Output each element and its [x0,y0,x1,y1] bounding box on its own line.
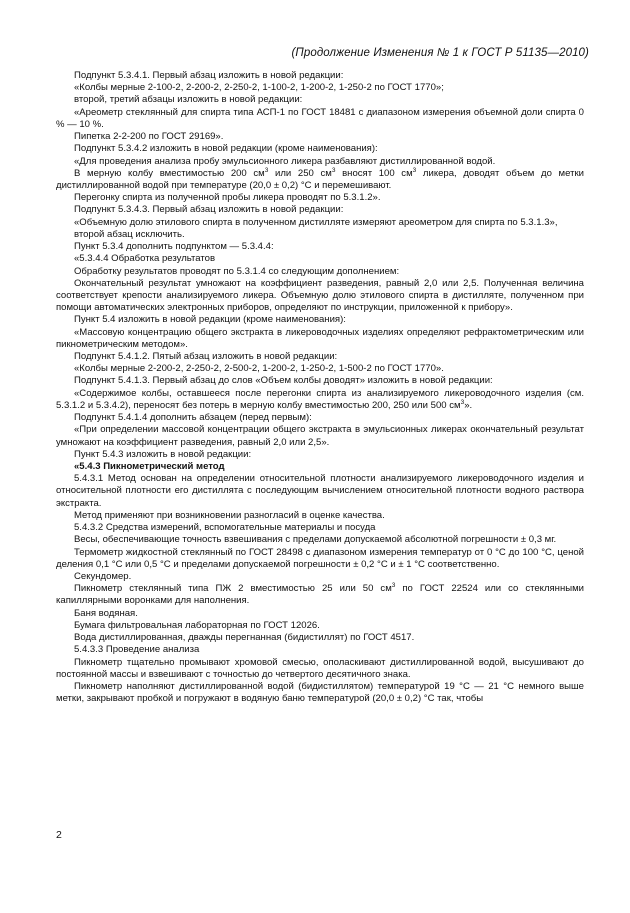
document-body [56,70,584,705]
paragraph: Вода дистиллированная, дважды перегнанная (бидистиллят) по ГОСТ 4517. [74,632,415,644]
paragraph: Секундомер. [74,570,132,582]
paragraph: Подпункт 5.3.4.2 изложить в новой редакции (кроме наименования): [74,143,378,155]
paragraph [56,388,584,412]
paragraph: Пикнометр тщательно промывают хромовой смесью, ополаскивают дистиллированной водой, высушивают до постоянной массы и взвешивают с точностью до четвертого десятичного знака. [56,656,584,680]
text-run: вносят 100 см [335,167,413,179]
paragraph: Термометр жидкостной стеклянный по ГОСТ 28498 с диапазоном измерения температур от 0 °С до 100 °С, ценой деления 0,1 °С или 0,5 °С и пределами допускаемой погрешности ± 0,2 °С и ± 1 °С соответственно. [56,546,584,570]
text-run: В мерную колбу вместимостью 200 см [74,167,265,179]
paragraph: «Объемную долю этилового спирта в полученном дистилляте измеряют ареометром для спирта по 5.3.1.3», [74,216,558,228]
text-run: «Содержимое колбы, оставшееся после перегонки спирта из анализируемого ликероводочного изделия (см. 5.3.1.2 и 5.3.4.2), переносят без потерь в мерную колбу вместимостью 200, 250 или 500 см [56,387,584,411]
text-run: или 250 см [268,167,332,179]
paragraph: второй, третий абзацы изложить в новой редакции: [74,94,303,106]
paragraph: Окончательный результат умножают на коэффициент разведения, равный 2,0 или 2,5. Полученная величина соответствует крепости анализируемого ликера. Объемную долю этилового спирта в дистилляте, полученном при помощи автоматических электронных приборов, определяют по инструкции, приложенной к прибору». [56,277,584,314]
paragraph: Подпункт 5.4.1.2. Пятый абзац изложить в новой редакции: [74,351,338,363]
superscript: 3 [391,582,396,590]
paragraph: Подпункт 5.3.4.1. Первый абзац изложить в новой редакции: [74,70,344,81]
paragraph: 5.4.3.1 Метод основан на определении относительной плотности анализируемого ликероводочного изделия и относительной плотности его дистиллята с последующим вычислением относительной плотности водного раствора экстракта. [56,473,584,509]
paragraph: «5.3.4.4 Обработка результатов [74,253,216,265]
paragraph: Метод применяют при возникновении разногласий в оценке качества. [74,509,385,521]
paragraph: Пункт 5.4.3 изложить в новой редакции: [74,448,252,460]
paragraph: «При определении массовой концентрации общего экстракта в эмульсионных ликерах окончательный результат умножают на коэффициент разведения, равный 2,0 или 2,5». [56,424,584,448]
page-number: 2 [56,829,62,841]
superscript: 3 [264,166,269,174]
paragraph: Пункт 5.4 изложить в новой редакции (кроме наименования): [74,314,346,326]
paragraph: Подпункт 5.4.1.3. Первый абзац до слов «Объем колбы доводят» изложить в новой редакции: [74,375,493,387]
paragraph: Пункт 5.3.4 дополнить подпунктом — 5.3.4.4: [74,241,274,253]
paragraph: второй абзац исключить. [74,228,185,240]
paragraph: 5.4.3.2 Средства измерений, вспомогательные материалы и посуда [74,522,376,534]
paragraph: Бумага фильтровальная лабораторная по ГОСТ 12026. [74,619,320,631]
superscript: 3 [331,166,336,174]
text-run: ». [464,399,473,411]
paragraph: Подпункт 5.4.1.4 дополнить абзацем (перед первым): [74,412,312,424]
paragraph [56,168,584,192]
paragraph: «Массовую концентрацию общего экстракта в ликероводочных изделиях определяют рефрактометрическим или пикнометрическим методом». [56,326,584,350]
text-run: Пикнометр стеклянный типа ПЖ 2 вместимостью 25 или 50 см [74,583,392,595]
superscript: 3 [460,398,465,406]
paragraph: Пикнометр наполняют дистиллированной водой (бидистиллятом) температурой 19 °С — 21 °С немного выше метки, закрывают пробкой и погружают в водяную баню температурой (20,0 ± 0,2) °С так, чтобы [56,680,584,705]
paragraph: «Колбы мерные 2-100-2, 2-200-2, 2-250-2, 1-100-2, 1-200-2, 1-250-2 по ГОСТ 1770»; [74,82,444,94]
superscript: 3 [412,166,417,174]
paragraph: Пипетка 2-2-200 по ГОСТ 29169». [74,131,224,143]
paragraph: Обработку результатов проводят по 5.3.1.4 со следующим дополнением: [74,265,400,277]
text-run: ликера, доводят объем до метки дистиллированной водой при температуре (20,0 ± 0,2) °С и перемешивают. [56,167,584,191]
paragraph: Баня водяная. [74,607,138,619]
paragraph: «Ареометр стеклянный для спирта типа АСП-1 по ГОСТ 18481 с диапазоном измерения объемной доли спирта 0 % — 10 %. [56,106,584,130]
paragraph: Подпункт 5.3.4.3. Первый абзац изложить в новой редакции: [74,204,344,216]
paragraph: «Для проведения анализа пробу эмульсионного ликера разбавляют дистиллированной водой. [74,155,496,167]
paragraph: Перегонку спирта из полученной пробы ликера проводят по 5.3.1.2». [74,192,381,204]
text-run: по ГОСТ 22524 или со стеклянными капиллярными воронками для наполнения. [56,583,584,607]
paragraph: Весы, обеспечивающие точность взвешивания с пределами допускаемой абсолютной погрешности ± 0,3 мг. [74,534,557,546]
page-header: (Продолжение Изменения № 1 к ГОСТ Р 51135—2010) [291,47,589,59]
paragraph: «Колбы мерные 2-200-2, 2-250-2, 2-500-2, 1-200-2, 1-250-2, 1-500-2 по ГОСТ 1770». [74,363,444,375]
section-heading: «5.4.3 Пикнометрический метод [74,461,225,472]
paragraph [56,583,584,607]
paragraph: 5.4.3.3 Проведение анализа [74,644,200,656]
